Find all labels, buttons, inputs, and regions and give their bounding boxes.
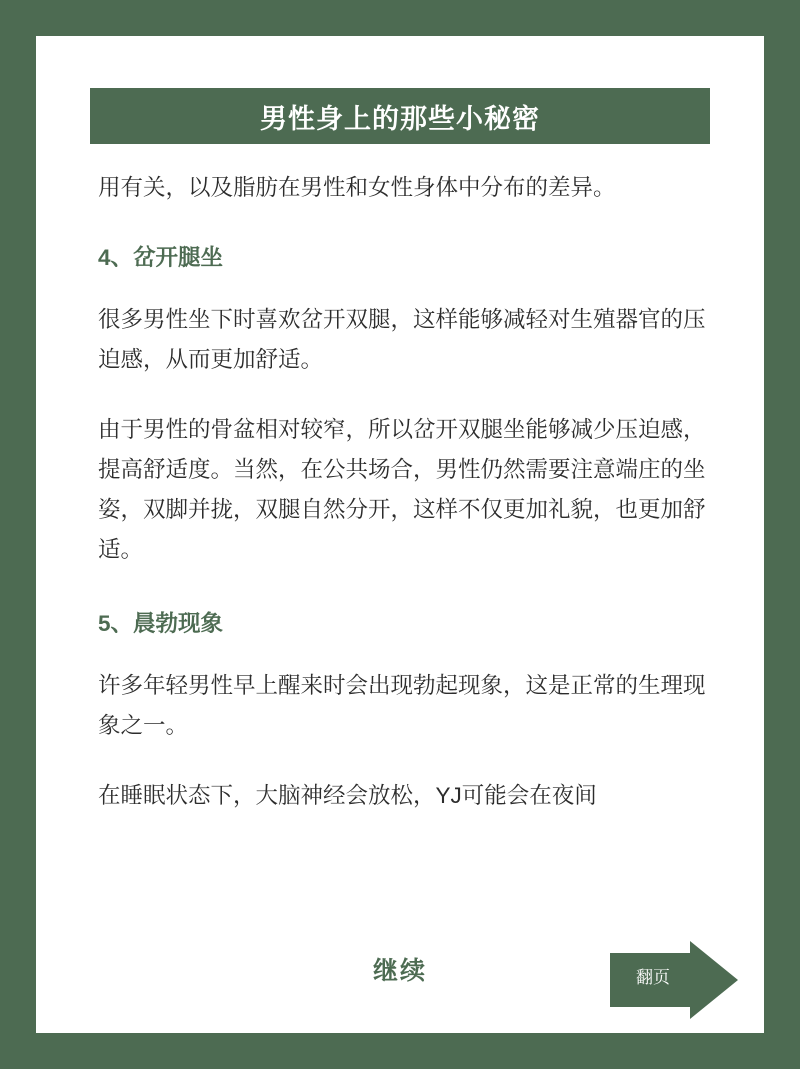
page-title-bar (90, 88, 710, 144)
document-page (36, 36, 764, 1033)
page-turn-label: 翻页 (636, 968, 670, 987)
paragraph-intro: 用有关，以及脂肪在男性和女性身体中分布的差异。 (98, 175, 616, 200)
continue-label[interactable]: 继续 (372, 957, 427, 985)
paragraph-5-1: 许多年轻男性早上醒来时会出现勃起现象，这是正常的生理现象之一。 (98, 673, 706, 738)
page-footer (36, 941, 764, 1033)
paragraph-4-1: 很多男性坐下时喜欢岔开双腿，这样能够减轻对生殖器官的压迫感，从而更加舒适。 (98, 307, 706, 372)
section-heading-5: 5、晨勃现象 (98, 611, 224, 636)
page-turn-button[interactable] (610, 941, 740, 1019)
section-heading-4: 4、岔开腿坐 (98, 245, 224, 270)
paragraph-4-2: 由于男性的骨盆相对较窄，所以岔开双腿坐能够减少压迫感，提高舒适度。当然，在公共场合，男性仍然需要注意端庄的坐姿，双脚并拢，双腿自然分开，这样不仅更加礼貌，也更加舒适。 (98, 417, 706, 562)
page-title: 男性身上的那些小秘密 (260, 103, 540, 134)
paragraph-5-2: 在睡眠状态下，大脑神经会放松，YJ可能会在夜间 (98, 783, 597, 808)
article-content (98, 168, 708, 846)
